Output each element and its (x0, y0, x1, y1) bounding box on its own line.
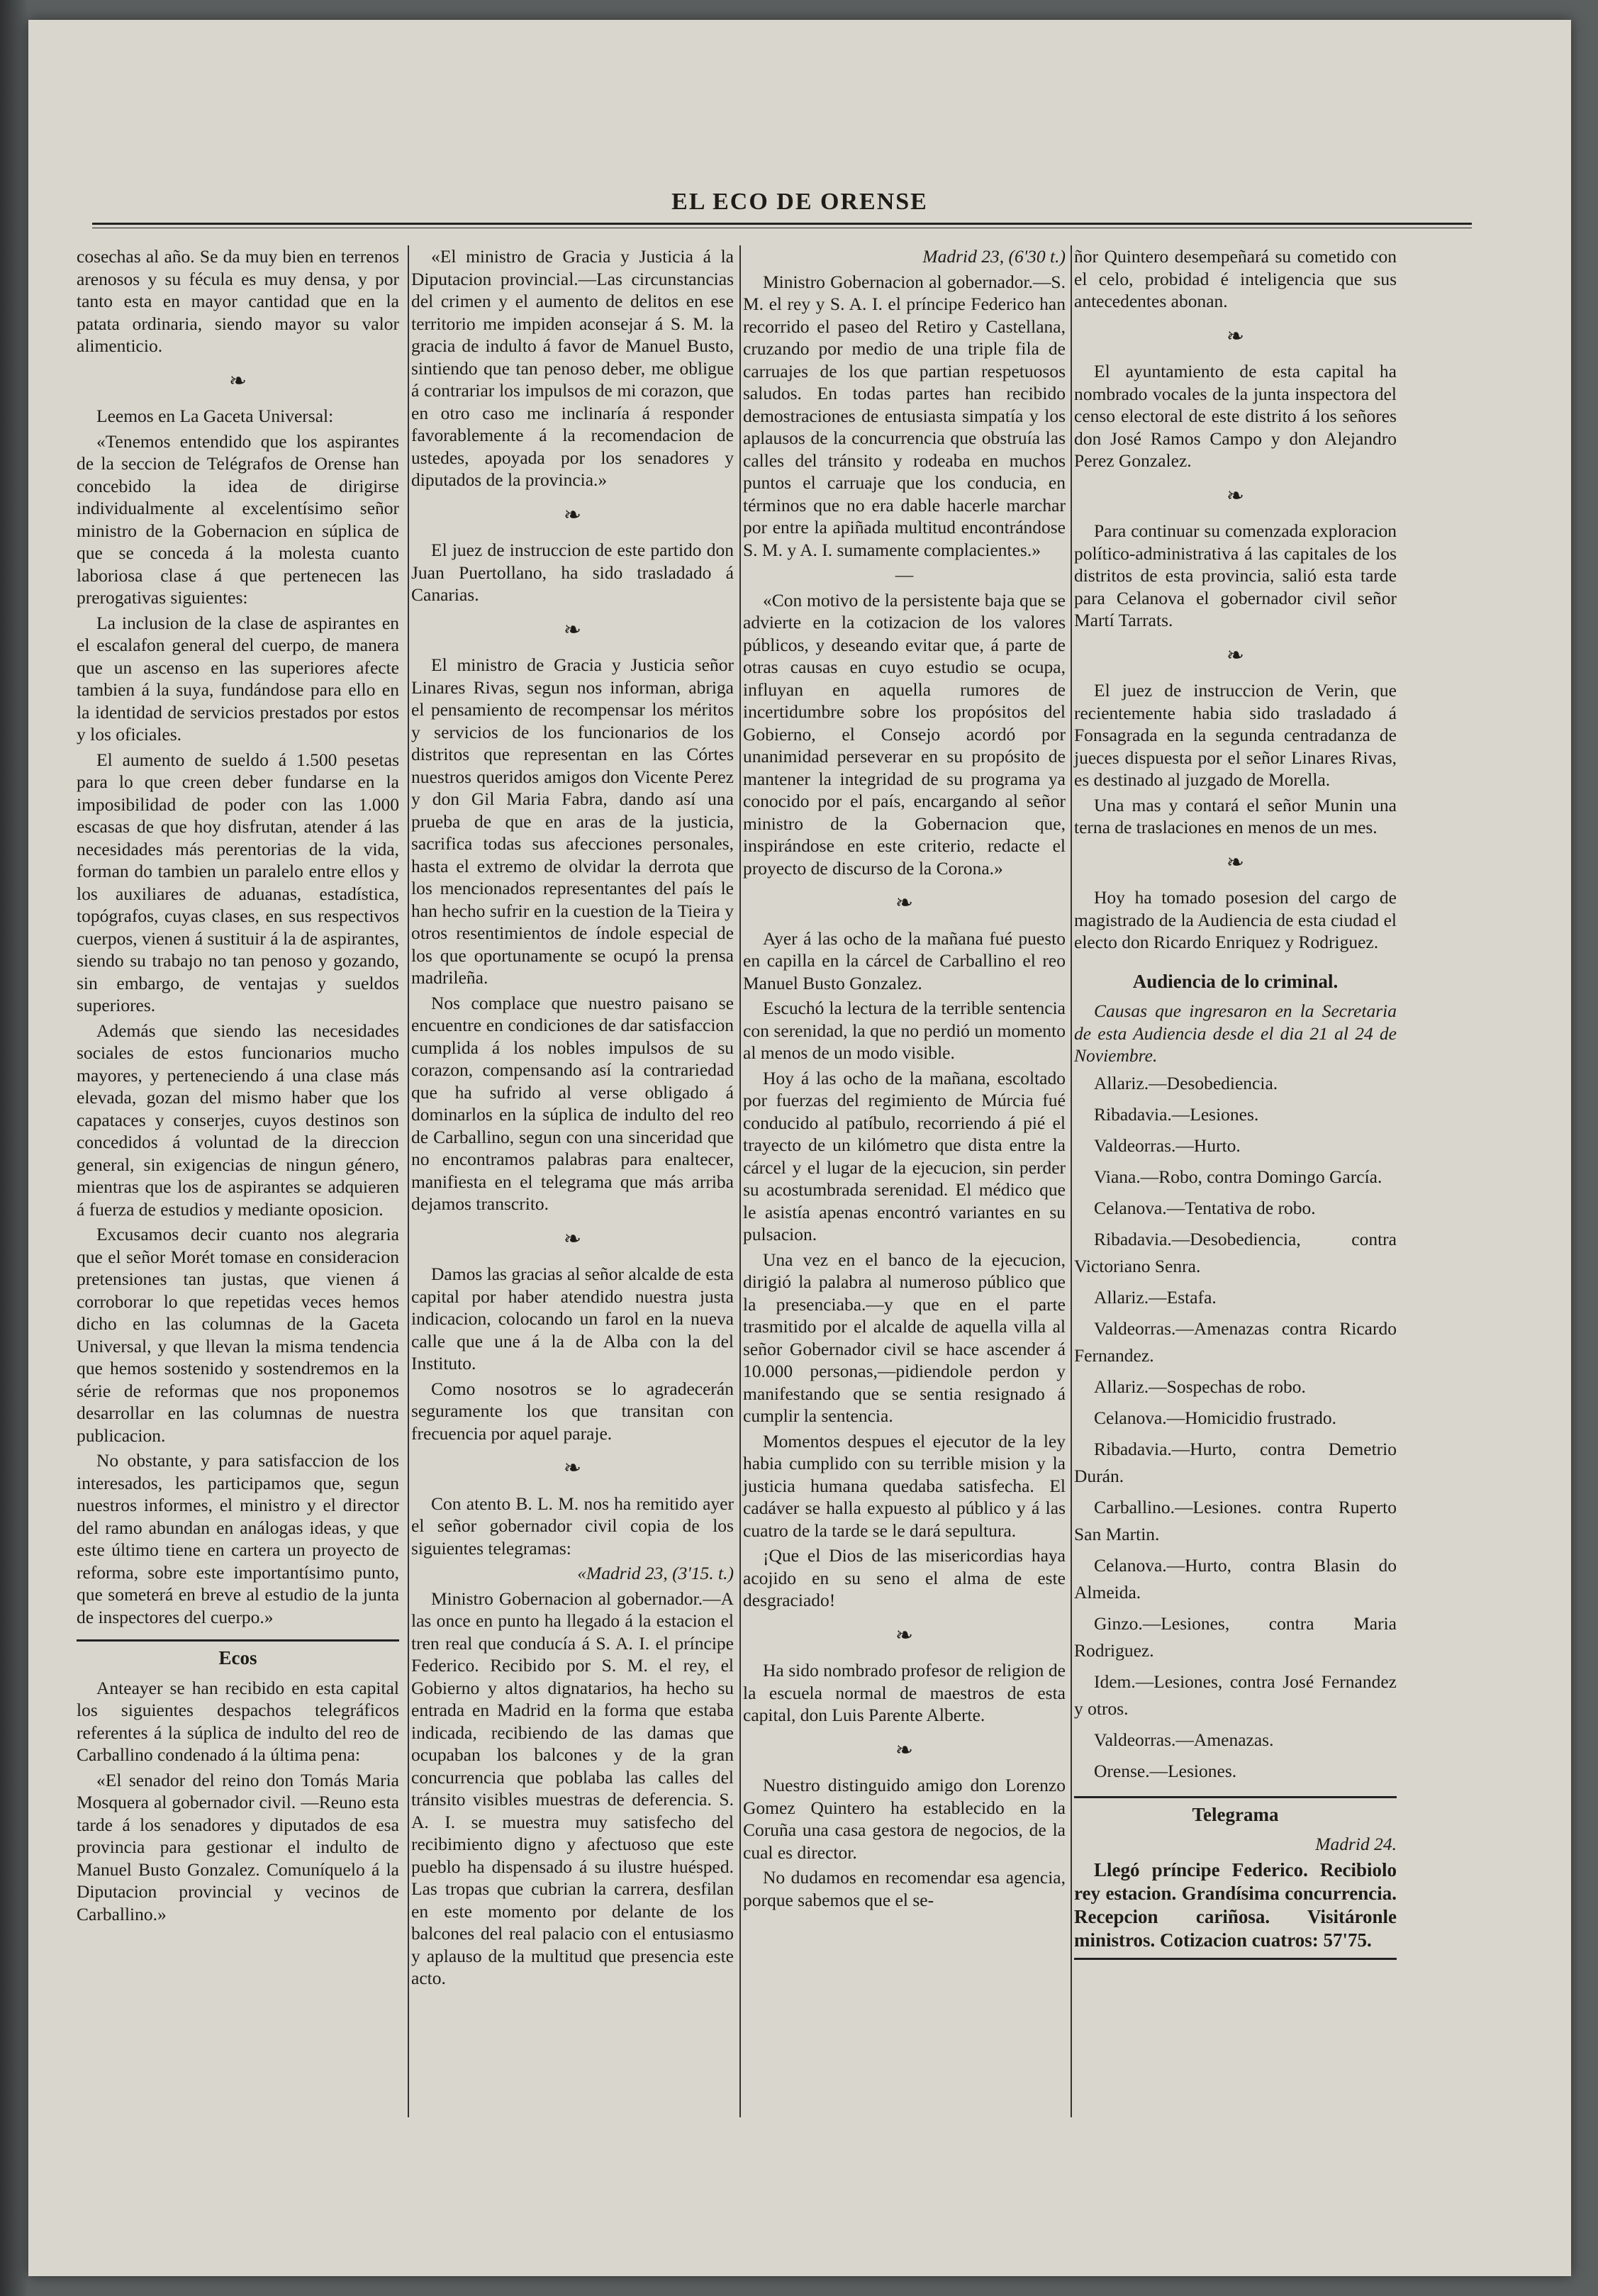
paragraph: Momentos despues el ejecutor de la ley habia cumplido con su terrible mision y la justicia humana quedaba satisfecha. El cadáver se halla expuesto al público y á las cuatro de la tarde se le dará sepultura. (743, 1430, 1066, 1541)
paragraph: Ha sido nombrado profesor de religion de la escuela normal de maestros de esta capital, don Luis Parente Alberte. (743, 1660, 1066, 1725)
column-1 (77, 245, 399, 1928)
dateline: Madrid 23, (6'30 t.) (922, 246, 1066, 267)
ornament-divider: ❧ (228, 369, 247, 393)
dateline: «Madrid 23, (3'15. t.) (577, 1563, 734, 1583)
paragraph: Ayer á las ocho de la mañana fué puesto en capilla en la cárcel de Carballino el reo Manuel Busto Gonzalez. (743, 927, 1066, 993)
case-item: Allariz.—Estafa. (1094, 1286, 1217, 1308)
case-item: Orense.—Lesiones. (1094, 1760, 1237, 1781)
column-3 (743, 245, 1066, 1914)
ornament-divider: ❧ (1226, 643, 1245, 667)
paragraph: Leemos en La Gaceta Universal: (96, 406, 334, 426)
case-item: Valdeorras.—Amenazas contra Ricardo Fernandez. (1074, 1317, 1397, 1366)
ornament-divider: ❧ (1226, 850, 1245, 874)
ornament-divider: ❧ (1226, 484, 1245, 508)
paragraph: No obstante, y para satisfaccion de los interesados, les participamos que, segun nuestros informes, el ministro y el director del ramo abundan en análogas ideas, y que este último tiene en cartera un proyecto de reforma, sobre este importantísimo punto, que someterá en breve al estudio de la junta de inspectores del cuerpo.» (77, 1450, 399, 1627)
paragraph: Una vez en el banco de la ejecucion, dirigió la palabra al numeroso público que la presenciaba.—y que en el parte trasmitido por el alcalde de aquella villa al señor Gobernador civil se hace ascender á 10.000 personas,—pidiendole perdon y manifestando que se sentia resignado á cumplir la sentencia. (743, 1249, 1066, 1426)
case-item: Ribadavia.—Desobediencia, contra Victoriano Senra. (1074, 1228, 1397, 1276)
column-rule (1071, 245, 1072, 2117)
paragraph: Ministro Gobernacion al gobernador.—A las once en punto ha llegado á la estacion el tren real que conducía á S. A. I. el príncipe Federico. Recibido por S. M. el rey, el Gobierno y altos dignatarios, ha hecho su entrada en Madrid en la forma que estaba indicada, recibiendo de las damas que ocupaban los balcones y de la gran concurrencia que poblaba las calles del tránsito visibles muestras de deferencia. S. A. I. se muestra muy satisfecho del recibimiento digno y afectuoso que este pueblo ha dispensado á su ilustre huésped. Las tropas que cubrian la carrera, desfilan en este momento por delante de los balcones del real palacio con el entusiasmo y aplauso de la multitud que presencia este acto. (411, 1588, 734, 1988)
ornament-divider: ❧ (563, 1227, 582, 1251)
paragraph: El ayuntamiento de esta capital ha nombrado vocales de la junta inspectora del censo electoral de este distrito á los señores don José Ramos Campo y don Alejandro Perez Gonzalez. (1074, 361, 1397, 471)
paragraph: El juez de instruccion de Verin, que recientemente habia sido trasladado á Fonsagrada en la segunda centradanza de jueces dispuesta por el señor Linares Rivas, es destinado al juzgado de Morella. (1074, 680, 1397, 790)
section-title-ecos: Ecos (77, 1639, 399, 1670)
case-item: Ginzo.—Lesiones, contra Maria Rodriguez. (1074, 1612, 1397, 1661)
column-2 (411, 245, 734, 1993)
paragraph: No dudamos en recomendar esa agencia, porque sabemos que el se- (743, 1867, 1066, 1910)
paragraph: Hoy á las ocho de la mañana, escoltado por fuerzas del regimiento de Múrcia fué conducido al patíbulo, recorriendo á pié el trayecto de un kilómetro que dista entre la cárcel y el lugar de la ejecucion, sin perder su acostumbrada serenidad. El médico que le asistía apenas encontró variantes en su pulsacion. (743, 1067, 1066, 1244)
case-list (1074, 1070, 1397, 1785)
paragraph: «Tenemos entendido que los aspirantes de la seccion de Telégrafos de Orense han concebido la idea de dirigirse individualmente al excelentísimo señor ministro de la Gobernacion en súplica de que se conceda á la molesta cuanto laboriosa clase á que pertenecen las prerogativas siguientes: (77, 430, 399, 608)
audiencia-subtitle: Causas que ingresaron en la Secretaria de esta Audiencia desde el dia 21 al 24 de Noviembre. (1074, 1001, 1397, 1066)
case-item: Celanova.—Hurto, contra Blasin do Almeida. (1074, 1554, 1397, 1603)
paragraph: Anteayer se han recibido en esta capital los siguientes despachos telegráficos referentes á la súplica de indulto del reo de Carballino condenado á la última pena: (77, 1677, 399, 1765)
masthead: EL ECO DE ORENSE (671, 189, 928, 215)
paragraph: Una mas y contará el señor Munin una terna de traslaciones en menos de un mes. (1074, 794, 1397, 837)
scan-binding-edge (0, 0, 28, 2296)
newspaper-page (28, 20, 1571, 2276)
case-item: Idem.—Lesiones, contra José Fernandez y otros. (1074, 1671, 1397, 1719)
paragraph: Como nosotros se lo agradecerán seguramente los que transitan con frecuencia por aquel paraje. (411, 1378, 734, 1444)
paragraph: ¡Que el Dios de las misericordias haya acojido en su seno el alma de este desgraciado! (743, 1545, 1066, 1610)
header-rule (92, 223, 1472, 228)
section-title-telegrama: Telegrama (1074, 1796, 1397, 1827)
telegram-text: Llegó príncipe Federico. Recibiolo rey estacion. Grandísima concurrencia. Recepcion cariñosa. Visitáronle ministros. Cotizacion cuatros: 57'75. (1074, 1858, 1397, 1951)
paragraph: Excusamos decir cuanto nos alegraria que el señor Morét tomase en consideracion pretensiones tan justas, que vienen á corroborar lo que repetidas veces hemos dicho en las columnas de la Gaceta Universal, y que llevan la misma tendencia que hemos sostenido y sostendremos en la série de reformas que nos proponemos desarrollar en las columnas de nuestra publicacion. (77, 1224, 399, 1446)
paragraph: cosechas al año. Se da muy bien en terrenos arenosos y su fécula es muy densa, y por tanto esta en mayor cantidad que en la patata ordinaria, siendo mayor su valor alimenticio. (77, 246, 399, 356)
ornament-divider: ❧ (1226, 324, 1245, 348)
paragraph: Además que siendo las necesidades sociales de estos funcionarios mucho mayores, y perteneciendo á una clase más elevada, gozan del mismo haber que los capataces y conserjes, cuyos destinos son concedidos á voluntad de la direccion general, sin exigencias de ningun género, mientras que los de aspirantes se adquieren á fuerza de estudios y mediante oposicion. (77, 1020, 399, 1220)
case-item: Celanova.—Homicidio frustrado. (1094, 1407, 1337, 1428)
case-item: Ribadavia.—Hurto, contra Demetrio Durán. (1074, 1438, 1397, 1486)
case-item: Valdeorras.—Amenazas. (1094, 1729, 1274, 1750)
paragraph: Ministro Gobernacion al gobernador.—S. M. el rey y S. A. I. el príncipe Federico han recorrido el paseo del Retiro y Castellana, cruzando por medio de una triple fila de carruajes de los que partian respetuosos saludos. En todas partes han recibido demostraciones de entusiasta simpatía y los aplausos de la concurrencia que obstruía las calles del tránsito y rodeaba en muchos puntos el carruaje que los conducia, en términos que no era dable hacerle marchar por entre la apiñada multitud encontrándose S. M. y A. I. sumamente complacientes.» (743, 271, 1066, 560)
case-item: Valdeorras.—Hurto. (1094, 1135, 1241, 1156)
section-title-audiencia: Audiencia de lo criminal. (1132, 970, 1339, 992)
dateline: Madrid 24. (1315, 1834, 1397, 1854)
column-4 (1074, 245, 1397, 1960)
paragraph: Para continuar su comenzada exploracion político-administrativa á las capitales de los distritos de esta provincia, salió esta tarde para Celanova el gobernador civil señor Martí Tarrats. (1074, 520, 1397, 630)
paragraph: Con atento B. L. M. nos ha remitido ayer el señor gobernador civil copia de los siguientes telegramas: (411, 1493, 734, 1559)
paragraph: «El senador del reino don Tomás Maria Mosquera al gobernador civil. —Reuno esta tarde á los senadores y diputados de esa provincia para gestionar el indulto de Manuel Busto Gonzalez. Comuníquelo á la Diputacion provincial y vecinos de Carballino.» (77, 1769, 399, 1924)
paragraph: Damos las gracias al señor alcalde de esta capital por haber atendido nuestra justa indicacion, colocando un farol en la nueva calle que une á la de Alba con la del Instituto. (411, 1264, 734, 1373)
case-item: Ribadavia.—Lesiones. (1094, 1103, 1259, 1125)
paragraph: El aumento de sueldo á 1.500 pesetas para lo que creen deber fundarse en la imposibilidad de poder con las 1.000 escasas de que hoy disfrutan, atender á las necesidades más perentorias de la vida, forman do tambien un paralelo entre ellos y los auxiliares de aduanas, estadística, topógrafos, cuyas clases, en sus respectivos cuerpos, vienen á sustituir á la de aspirantes, siendo su trabajo no tan penoso y gozando, sin embargo, de ventajas y sueldos superiores. (77, 749, 399, 1015)
paragraph: El juez de instruccion de este partido don Juan Puertollano, ha sido trasladado á Canarias. (411, 540, 734, 605)
dash-divider: — (895, 564, 914, 585)
ornament-divider: ❧ (895, 1738, 914, 1762)
paragraph: «El ministro de Gracia y Justicia á la Diputacion provincial.—Las circunstancias del crimen y el aumento de delitos en ese territorio me impiden aconsejar á S. M. la gracia de indulto á favor de Manuel Busto, sintiendo que tan penoso deber, me obligue á contrariar los impulsos de mi corazon, que en otro caso me inclinaría á responder favorablemente á la recomendacion de ustedes, apoyada por los senadores y diputados de la provincia.» (411, 246, 734, 490)
case-item: Allariz.—Desobediencia. (1094, 1072, 1278, 1093)
case-item: Celanova.—Tentativa de robo. (1094, 1197, 1316, 1218)
case-item: Carballino.—Lesiones. contra Ruperto San Martin. (1074, 1496, 1397, 1544)
ornament-divider: ❧ (563, 1456, 582, 1480)
paragraph: Escuchó la lectura de la terrible sentencia con serenidad, la que no perdió un momento al menos de un modo visible. (743, 998, 1066, 1063)
paragraph: El ministro de Gracia y Justicia señor Linares Rivas, segun nos informan, abriga el pensamiento de recompensar los méritos y servicios de los funcionarios de los distritos que representan en las Córtes nuestros queridos amigos don Vicente Perez y don Gil Maria Fabra, dando así una prueba de que en aras de la justicia, sacrifica todas sus afecciones personales, hasta el extremo de olvidar la derrota que los mencionados representantes del país le han hecho sufrir en la cuestion de la Tieira y otros resentimientos de índole especial de los que oportunamente se ocupó la prensa madrileña. (411, 654, 734, 988)
column-rule (739, 245, 741, 2117)
ornament-divider: ❧ (895, 1623, 914, 1647)
paragraph: Nos complace que nuestro paisano se encuentre en condiciones de dar satisfaccion cumplida á los nobles impulsos de su corazon, compensando así la contrariedad que ha sufrido al verse obligado á dominarlos en la súplica de indulto del reo de Carballino, segun con una sinceridad que no encontramos palabras para enaltecer, manifiesta en el telegrama que más arriba dejamos transcrito. (411, 992, 734, 1214)
paragraph: Nuestro distinguido amigo don Lorenzo Gomez Quintero ha establecido en la Coruña una casa gestora de negocios, de la cual es director. (743, 1775, 1066, 1863)
paragraph: La inclusion de la clase de aspirantes en el escalafon general del cuerpo, de manera que un ascenso en las superiores afecte tambien á la suya, fundándose para ello en la identidad de servicios prestados por estos y los oficiales. (77, 612, 399, 745)
ornament-divider: ❧ (563, 618, 582, 642)
case-item: Viana.—Robo, contra Domingo García. (1094, 1166, 1382, 1187)
paragraph: «Con motivo de la persistente baja que se advierte en la cotizacion de los valores públicos, y deseando evitar que, á parte de otras causas en cuyo estudio se ocupa, influyan en aquella rumores de incertidumbre sobre los propósitos del Gobierno, el Consejo acordó por unanimidad perseverar en su propósito de mantener la integridad de su programa ya conocido por el país, encargando al señor ministro de la Gobernacion que, inspirándose en este criterio, redacte el proyecto de discurso de la Corona.» (743, 589, 1066, 879)
end-rule (1074, 1958, 1397, 1960)
case-item: Allariz.—Sospechas de robo. (1094, 1376, 1306, 1397)
column-rule (408, 245, 409, 2117)
ornament-divider: ❧ (563, 503, 582, 527)
paragraph: ñor Quintero desempeñará su cometido con el celo, probidad é inteligencia que sus antecedentes abonan. (1074, 246, 1397, 311)
ornament-divider: ❧ (895, 891, 914, 915)
paragraph: Hoy ha tomado posesion del cargo de magistrado de la Audiencia de esta ciudad el electo don Ricardo Enriquez y Rodriguez. (1074, 887, 1397, 952)
